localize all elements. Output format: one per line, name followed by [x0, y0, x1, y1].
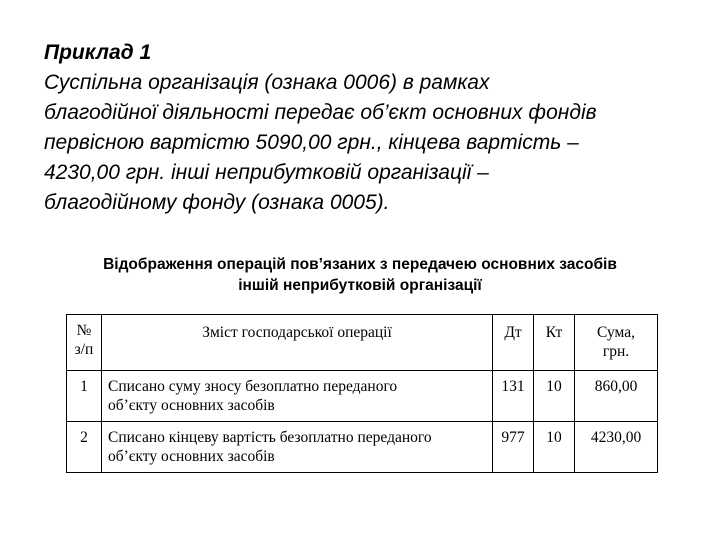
example-line: благодійної діяльності передає об’єкт основних фондів — [44, 101, 597, 124]
table-row — [67, 422, 658, 473]
header-debit: Дт — [493, 315, 534, 371]
table-caption — [40, 254, 680, 296]
example-title: Приклад 1 — [44, 41, 152, 64]
row-content-line: Списано суму зносу безоплатно переданого — [108, 378, 398, 395]
header-sum-label: грн. — [602, 343, 630, 360]
row-credit: 10 — [534, 371, 575, 422]
row-debit: 977 — [493, 422, 534, 473]
row-content — [102, 371, 493, 422]
header-content: Зміст господарської операції — [102, 315, 493, 371]
table-header-row — [67, 315, 658, 371]
example-line: благодійному фонду (ознака 0005). — [44, 191, 390, 214]
example-line: 4230,00 грн. інші неприбутковій організації – — [44, 161, 489, 184]
row-number: 2 — [67, 422, 102, 473]
row-sum: 4230,00 — [575, 422, 658, 473]
header-sum-label: Сума, — [597, 324, 635, 341]
row-content — [102, 422, 493, 473]
header-number — [67, 315, 102, 371]
header-credit: Кт — [534, 315, 575, 371]
header-number-label: № — [76, 322, 92, 339]
example-block — [44, 38, 684, 218]
row-content-line: об’єкту основних засобів — [108, 448, 275, 465]
operations-table — [66, 314, 658, 473]
table-row — [67, 371, 658, 422]
caption-line: іншій неприбутковій організації — [238, 277, 482, 294]
caption-line: Відображення операцій пов’язаних з передачею основних засобів — [103, 256, 617, 273]
header-sum — [575, 315, 658, 371]
example-line: первісною вартістю 5090,00 грн., кінцева вартість – — [44, 131, 579, 154]
row-credit: 10 — [534, 422, 575, 473]
row-debit: 131 — [493, 371, 534, 422]
row-content-line: об’єкту основних засобів — [108, 397, 275, 414]
row-number: 1 — [67, 371, 102, 422]
row-sum: 860,00 — [575, 371, 658, 422]
header-number-label: з/п — [74, 341, 94, 358]
example-line: Суспільна організація (ознака 0006) в рамках — [44, 71, 490, 94]
row-content-line: Списано кінцеву вартість безоплатно переданого — [108, 429, 432, 446]
